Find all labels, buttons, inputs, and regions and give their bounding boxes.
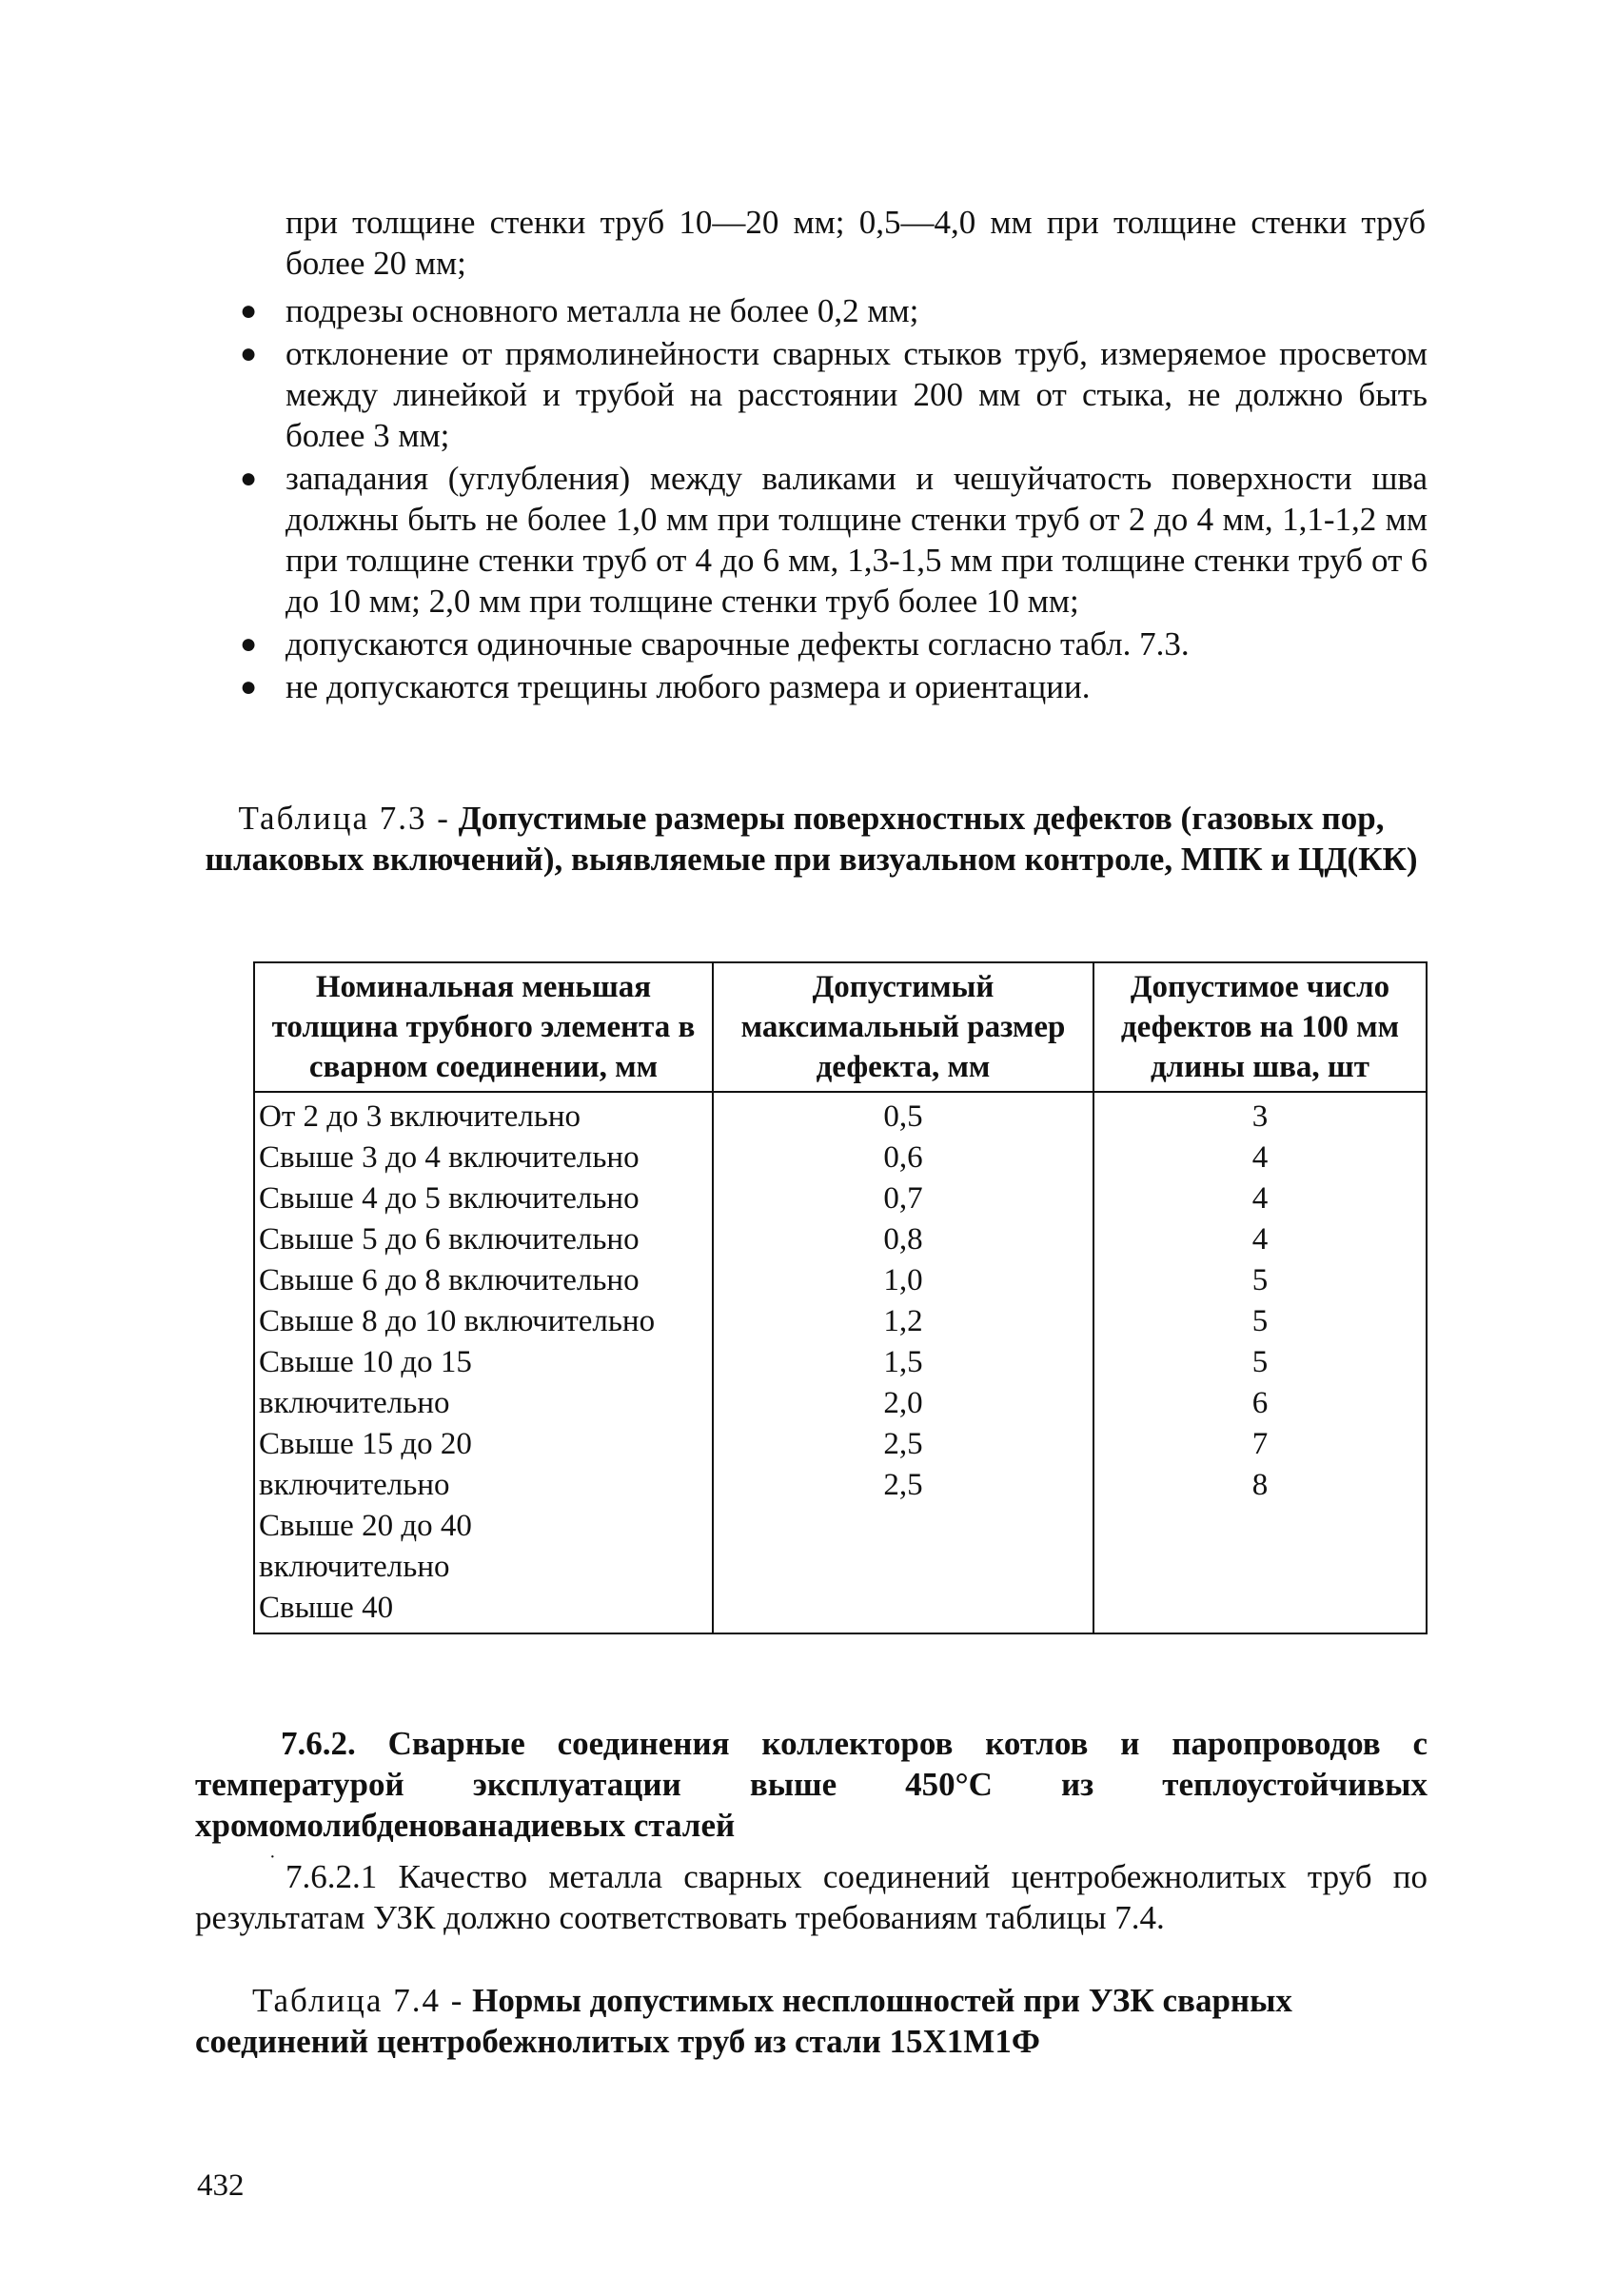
continuation-paragraph: при толщине стенки труб 10—20 мм; 0,5—4,0 мм при толщине стенки труб более 20 мм; (286, 204, 1426, 282)
table-row (254, 1588, 1427, 1633)
table-label: Таблица 7.4 - (252, 1982, 464, 2019)
list-item-text: допускаются одиночные сварочные дефекты согласно табл. 7.3. (286, 625, 1190, 663)
cell-max-size: 0,5 (713, 1092, 1093, 1138)
bullet-icon: ● (240, 338, 258, 369)
list-item (238, 333, 1428, 456)
cell-count: 5 (1093, 1260, 1427, 1301)
cell-thickness: включительно (254, 1465, 713, 1506)
cell-count: 4 (1093, 1219, 1427, 1260)
list-item-text: подрезы основного металла не более 0,2 мм; (286, 292, 919, 329)
cell-thickness: Свыше 20 до 40 (254, 1506, 713, 1547)
section-title: Сварные соединения коллекторов котлов и паропроводов с температурой эксплуатации выше 450°С из теплоустойчивых хромомолибденованадиевых сталей (195, 1725, 1428, 1844)
cell-count: 8 (1093, 1465, 1427, 1506)
table-row (254, 1178, 1427, 1219)
cell-thickness: От 2 до 3 включительно (254, 1092, 713, 1138)
cell-count: 3 (1093, 1092, 1427, 1138)
table-row (254, 1383, 1427, 1424)
cell-max-size: 0,7 (713, 1178, 1093, 1219)
page-number: 432 (197, 2168, 245, 2203)
table-row (254, 1260, 1427, 1301)
cell-count: 6 (1093, 1383, 1427, 1424)
cell-thickness: Свыше 15 до 20 (254, 1424, 713, 1465)
cell-max-size (713, 1506, 1093, 1547)
list-item (238, 458, 1428, 622)
cell-thickness: включительно (254, 1383, 713, 1424)
cell-max-size: 1,0 (713, 1260, 1093, 1301)
table-7-3-caption (195, 798, 1428, 880)
table-7-4-caption (195, 1980, 1428, 2062)
cell-thickness: Свыше 5 до 6 включительно (254, 1219, 713, 1260)
cell-count (1093, 1588, 1427, 1633)
cell-max-size: 2,5 (713, 1465, 1093, 1506)
column-header-max-size: Допустимый максимальный размер дефекта, мм (713, 962, 1093, 1092)
cell-max-size: 1,2 (713, 1301, 1093, 1342)
bullet-icon: ● (240, 671, 258, 703)
cell-count: 4 (1093, 1178, 1427, 1219)
cell-count: 7 (1093, 1424, 1427, 1465)
list-item (238, 666, 1428, 707)
cell-thickness: Свыше 6 до 8 включительно (254, 1260, 713, 1301)
cell-max-size: 0,8 (713, 1219, 1093, 1260)
cell-count: 4 (1093, 1138, 1427, 1178)
list-item-text: отклонение от прямолинейности сварных стыков труб, измеряемое просветом между линейкой и трубой на расстоянии 200 мм от стыка, не должно быть более 3 мм; (286, 335, 1428, 454)
cell-thickness: Свыше 40 (254, 1588, 713, 1633)
cell-max-size: 0,6 (713, 1138, 1093, 1178)
cell-count (1093, 1506, 1427, 1547)
cell-thickness: Свыше 8 до 10 включительно (254, 1301, 713, 1342)
table-body (254, 1092, 1427, 1633)
bullet-icon: ● (240, 295, 258, 327)
cell-max-size: 2,5 (713, 1424, 1093, 1465)
cell-thickness: включительно (254, 1547, 713, 1588)
cell-max-size: 1,5 (713, 1342, 1093, 1383)
requirements-list (238, 290, 1428, 709)
column-header-thickness: Номинальная меньшая толщина трубного элемента в сварном соединении, мм (254, 962, 713, 1092)
cell-thickness: Свыше 4 до 5 включительно (254, 1178, 713, 1219)
paragraph-7-6-2-1: 7.6.2.1 Качество металла сварных соединений центробежнолитых труб по результатам УЗК должно соответствовать требованиям таблицы 7.4. (195, 1858, 1428, 1936)
table-row (254, 1547, 1427, 1588)
cell-max-size (713, 1588, 1093, 1633)
list-item (238, 290, 1428, 331)
list-item-text: не допускаются трещины любого размера и ориентации. (286, 668, 1091, 705)
table-header-row (254, 962, 1427, 1092)
table-row (254, 1301, 1427, 1342)
table-row (254, 1506, 1427, 1547)
table-row (254, 1219, 1427, 1260)
table-title: Нормы допустимых несплошностей при УЗК сварных соединений центробежнолитых труб из стали 15Х1М1Ф (195, 1982, 1292, 2060)
cell-thickness: Свыше 10 до 15 (254, 1342, 713, 1383)
cell-thickness: Свыше 3 до 4 включительно (254, 1138, 713, 1178)
section-number: 7.6.2. (281, 1725, 356, 1762)
cell-max-size (713, 1547, 1093, 1588)
scan-dot: · (269, 1847, 276, 1868)
cell-count: 5 (1093, 1342, 1427, 1383)
cell-count (1093, 1547, 1427, 1588)
cell-count: 5 (1093, 1301, 1427, 1342)
table-row (254, 1138, 1427, 1178)
column-header-count: Допустимое число дефектов на 100 мм длины шва, шт (1093, 962, 1427, 1092)
bullet-icon: ● (240, 628, 258, 660)
list-item (238, 623, 1428, 664)
table-row (254, 1424, 1427, 1465)
table-row (254, 1342, 1427, 1383)
cell-max-size: 2,0 (713, 1383, 1093, 1424)
table-row (254, 1092, 1427, 1138)
section-7-6-2-heading (195, 1723, 1428, 1846)
table-row (254, 1465, 1427, 1506)
table-title: Допустимые размеры поверхностных дефектов (газовых пор, шлаковых включений), выявляемые при визуальном контроле, МПК и ЦД(КК) (205, 800, 1418, 878)
table-label: Таблица 7.3 - (238, 800, 450, 837)
bullet-icon: ● (240, 463, 258, 494)
table-7-3 (253, 961, 1428, 1634)
list-item-text: западания (углубления) между валиками и чешуйчатость поверхности шва должны быть не более 1,0 мм при толщине стенки труб от 2 до 4 мм, 1,1-1,2 мм при толщине стенки труб от 4 до 6 мм, 1,3-1,5 мм при толщине стенки труб от 6 до 10 мм; 2,0 мм при толщине стенки труб более 10 мм; (286, 460, 1428, 620)
